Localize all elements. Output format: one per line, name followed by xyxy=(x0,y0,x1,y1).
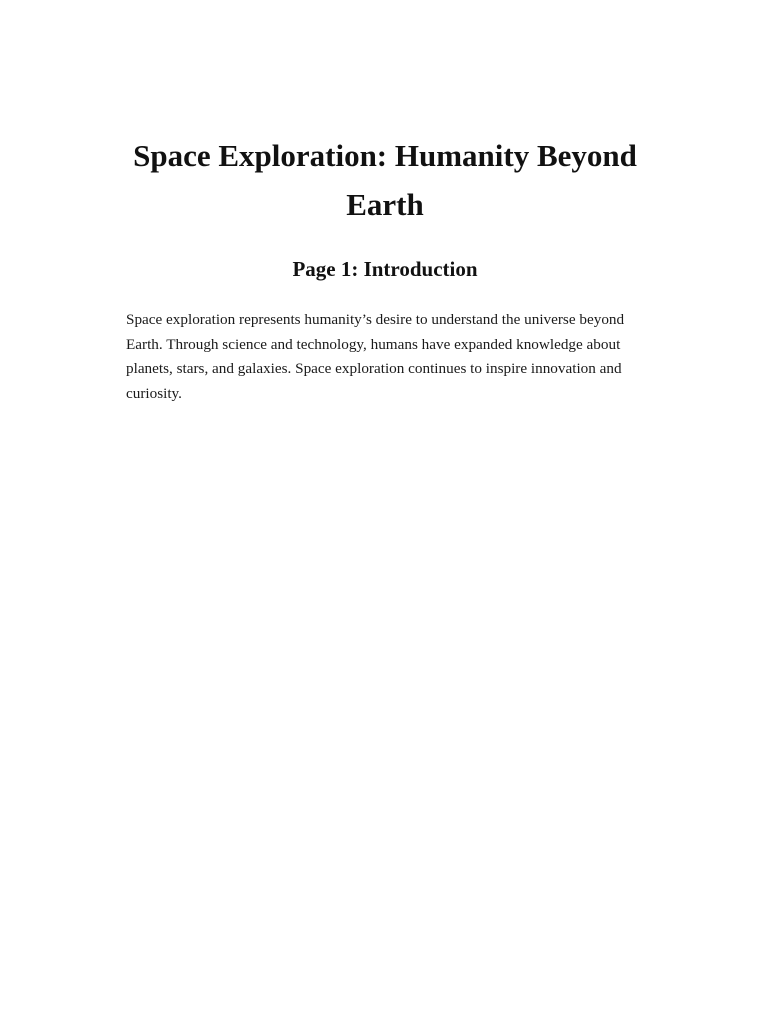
section-heading: Page 1: Introduction xyxy=(292,257,478,281)
document-title: Space Exploration: Humanity Beyond Earth xyxy=(133,138,637,222)
body-paragraph: Space exploration represents humanity’s desire to understand the universe beyond Earth. Through science and technology, humans have expanded knowledge about planets, stars, and galaxies. Space exploration continues to inspire innovation and curiosity. xyxy=(126,311,625,402)
